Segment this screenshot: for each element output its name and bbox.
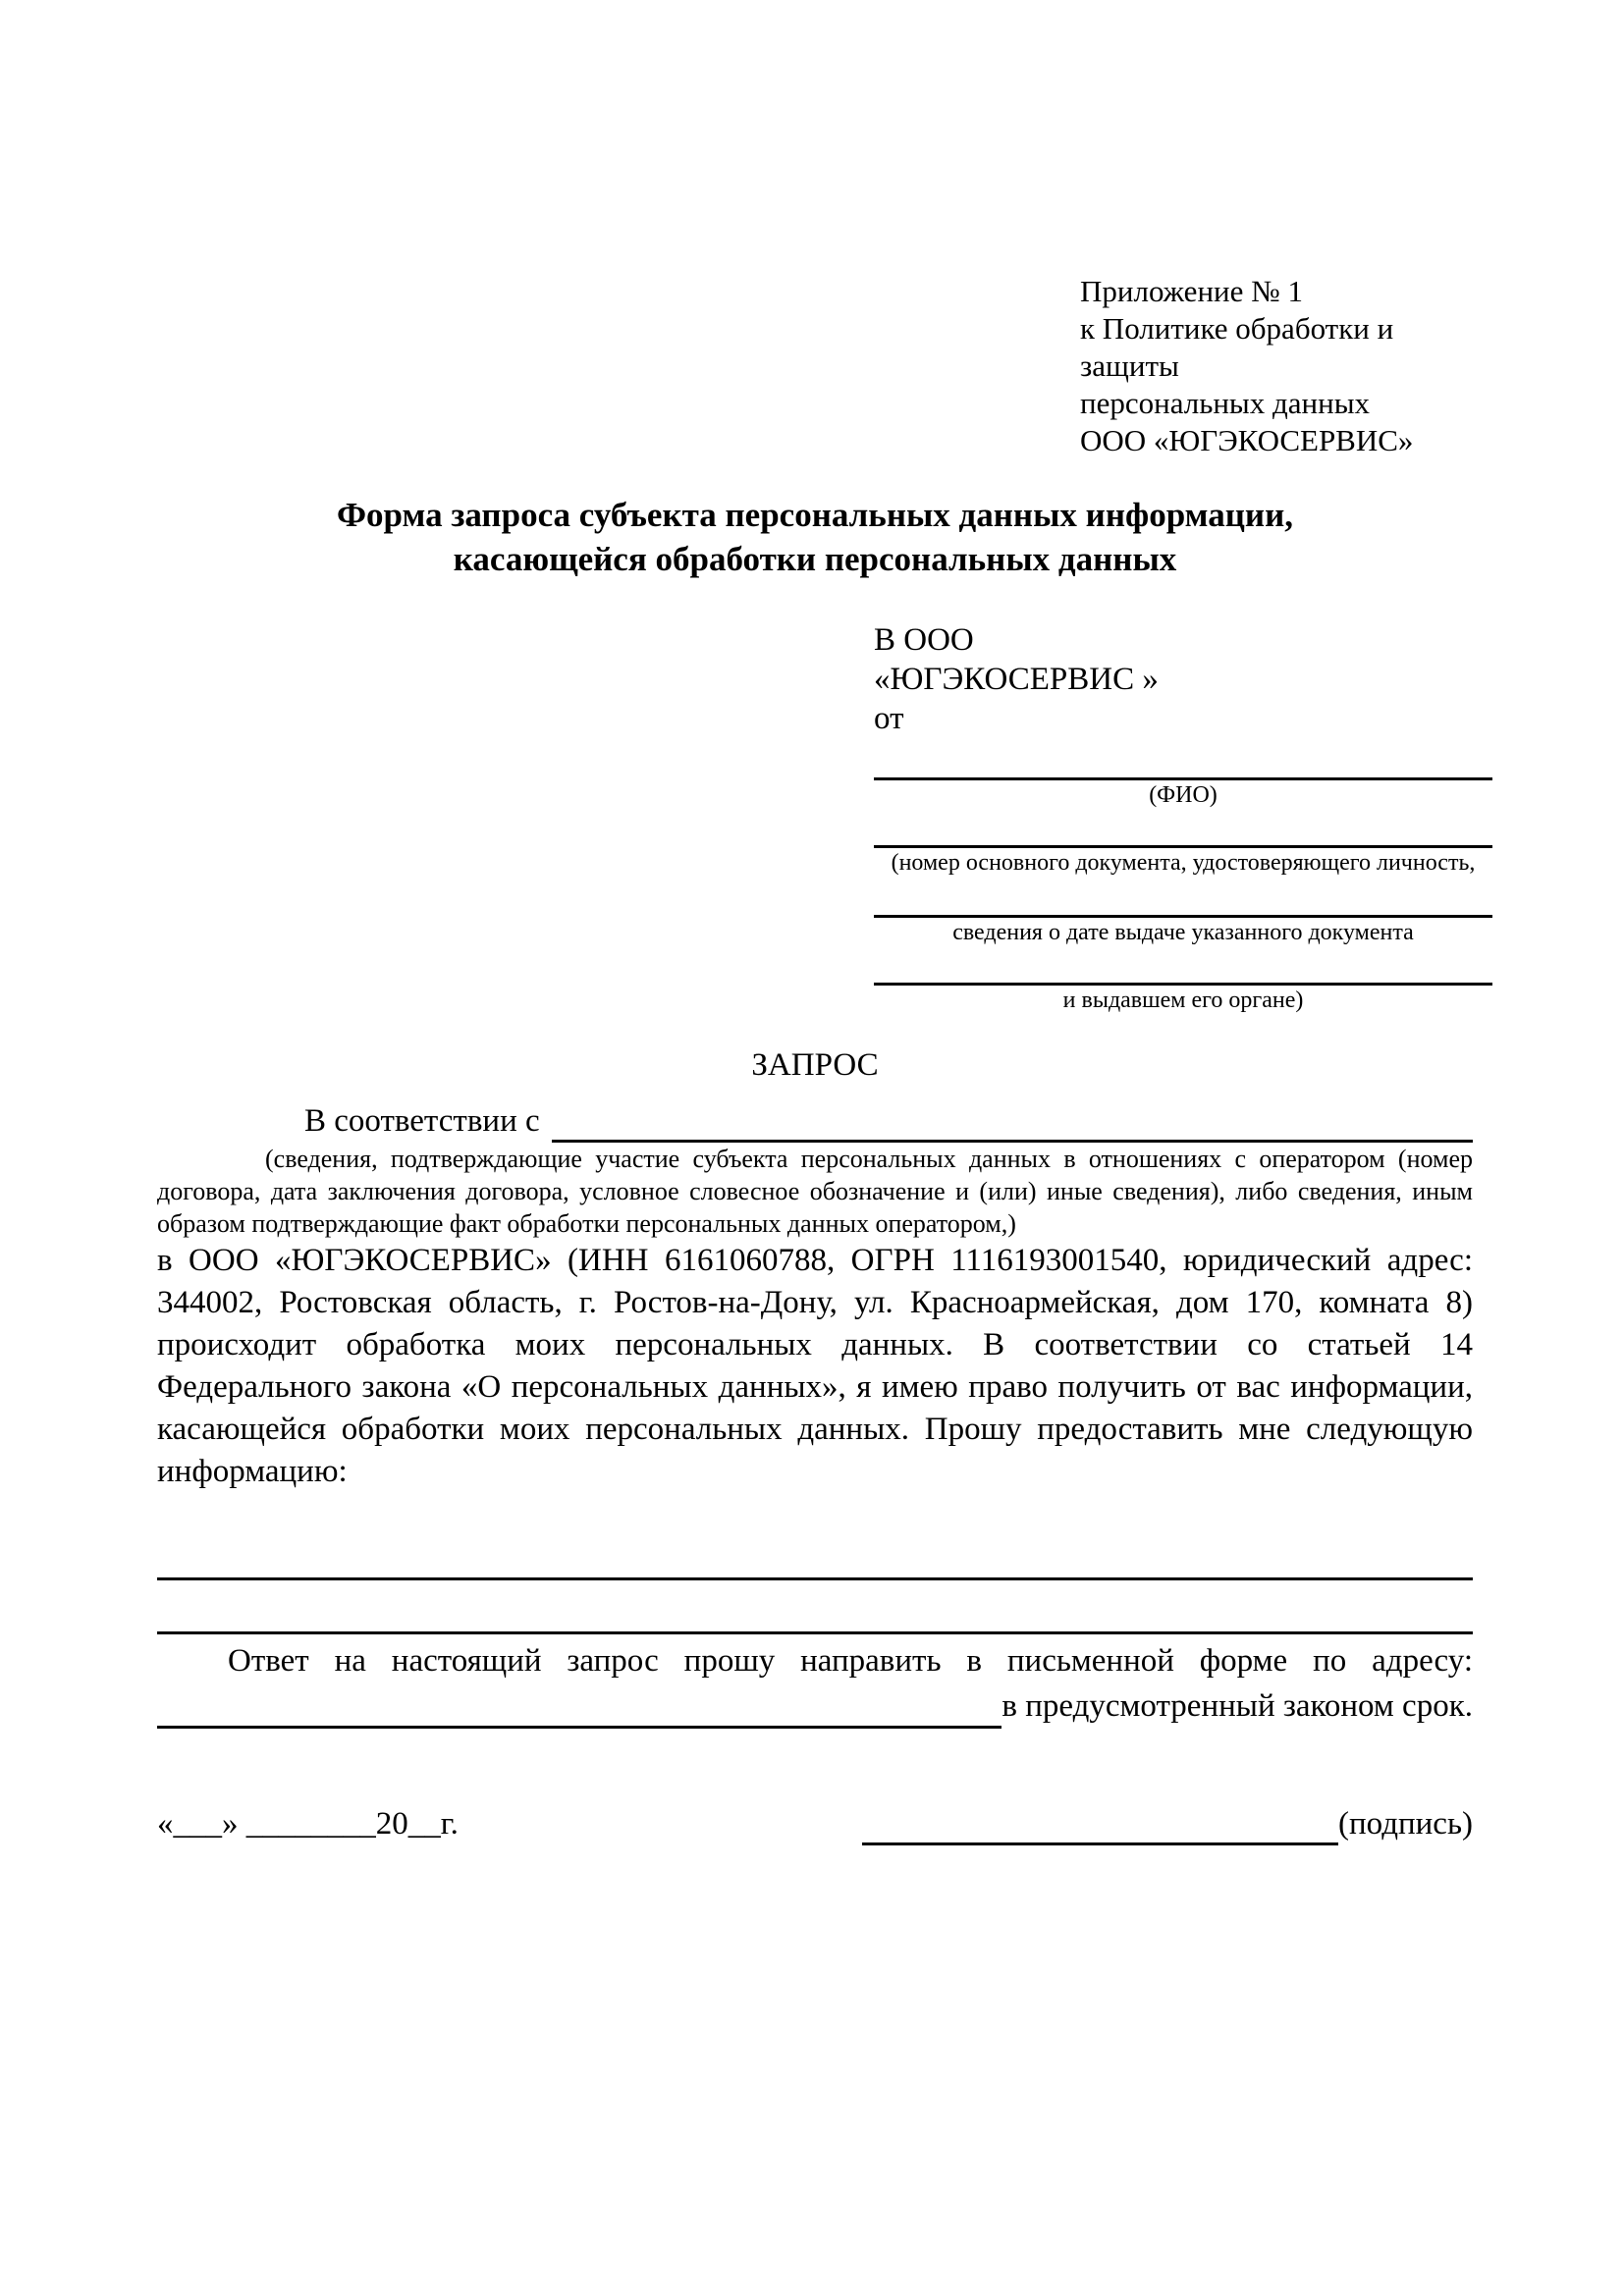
reply-suffix: в предусмотренный законом срок. bbox=[1001, 1688, 1473, 1724]
document-title-line: касающейся обработки персональных данных bbox=[453, 540, 1177, 578]
reply-address-line bbox=[157, 1683, 1473, 1729]
body-paragraph: в ООО «ЮГЭКОСЕРВИС» (ИНН 6161060788, ОГРН 1116193001540, юридический адрес: 344002, Ростовская область, г. Ростов-на-Дону, ул. Красноармейская, дом 170, комната 8) происходит обработка моих персональных данных. В соответствии со статьей 14 Федерального закона «О персональных данных», я имею право получить от вас информации, касающейся обработки моих персональных данных. Прошу предоставить мне следующую информацию: bbox=[157, 1243, 1473, 1489]
fio-field bbox=[874, 738, 1492, 810]
annex-line: Приложение № 1 bbox=[1080, 274, 1303, 308]
issuing-authority-caption: и выдавшем его органе) bbox=[1062, 988, 1304, 1013]
issuing-authority-field bbox=[874, 947, 1492, 1015]
issue-date-blank-line bbox=[874, 878, 1492, 918]
id-document-field bbox=[874, 810, 1492, 878]
annex-line: ООО «ЮГЭКОСЕРВИС» bbox=[1080, 423, 1414, 457]
info-blank-line-2 bbox=[157, 1580, 1473, 1634]
intro-blank-line bbox=[552, 1102, 1473, 1143]
signature-caption: (подпись) bbox=[1338, 1806, 1473, 1842]
addressee-org-line: «ЮГЭКОСЕРВИС » bbox=[874, 662, 1159, 697]
date-signature-row bbox=[157, 1803, 1473, 1845]
addressee-block bbox=[874, 620, 1492, 1015]
issue-date-caption: сведения о дате выдаче указанного документа bbox=[952, 920, 1414, 945]
id-document-blank-line bbox=[874, 810, 1492, 848]
intro-prefix: В соответствии с bbox=[304, 1103, 540, 1139]
addressee-from-label: от bbox=[874, 701, 904, 736]
annex-line: персональных данных bbox=[1080, 386, 1371, 420]
document-title bbox=[157, 493, 1473, 581]
fio-blank-line bbox=[874, 738, 1492, 780]
document-title-line: Форма запроса субъекта персональных данных информации, bbox=[336, 496, 1294, 534]
annex-block bbox=[1080, 273, 1473, 459]
intro-line bbox=[157, 1100, 1473, 1143]
fio-caption: (ФИО) bbox=[1149, 782, 1218, 808]
issuing-authority-blank-line bbox=[874, 947, 1492, 986]
signature-blank-line bbox=[862, 1803, 1338, 1845]
id-document-caption: (номер основного документа, удостоверяющего личность, bbox=[891, 850, 1476, 876]
footnote-text: (сведения, подтверждающие участие субъекта персональных данных в отношениях с оператором (номер договора, дата заключения договора, условное словесное обозначение и (или) иные сведения), либо сведения, иным образом подтверждающие факт обработки персональных данных оператором,) bbox=[157, 1145, 1473, 1238]
address-blank-line bbox=[157, 1686, 1001, 1729]
page-content bbox=[157, 273, 1476, 1845]
signature-block bbox=[862, 1803, 1473, 1845]
request-heading: ЗАПРОС bbox=[751, 1047, 879, 1083]
date-blank: «___» ________20__г. bbox=[157, 1806, 459, 1842]
issue-date-field bbox=[874, 878, 1492, 947]
reply-sentence: Ответ на настоящий запрос прошу направить в письменной форме по адресу: bbox=[228, 1643, 1473, 1679]
addressee-org-line: В ООО bbox=[874, 622, 974, 658]
info-blank-line-1 bbox=[157, 1526, 1473, 1580]
annex-line: к Политике обработки и защиты bbox=[1080, 311, 1394, 383]
